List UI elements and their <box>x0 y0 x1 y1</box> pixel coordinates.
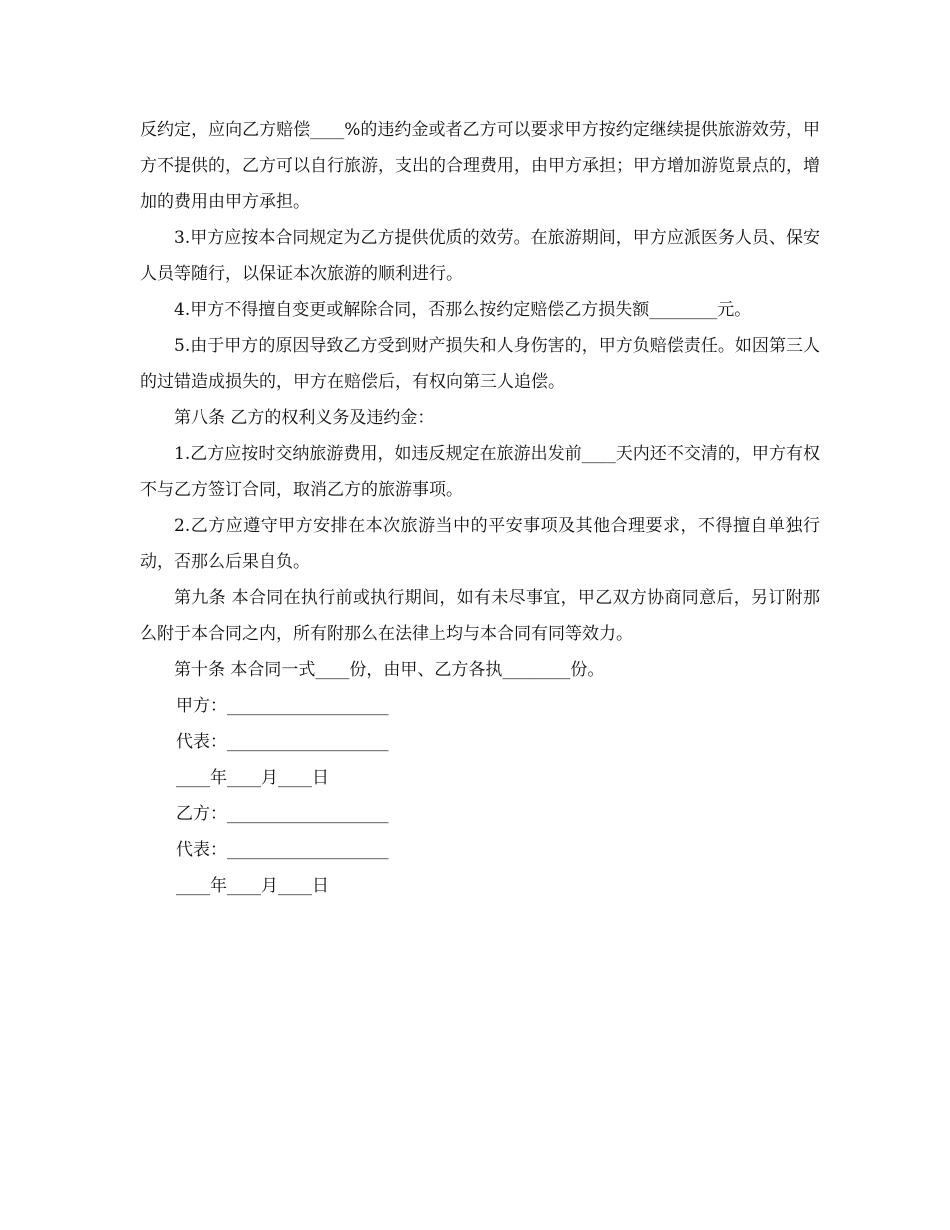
heading-article-8: 第八条 乙方的权利义务及违约金： <box>174 408 435 428</box>
paragraph-clause-7-4: 4.甲方不得擅自变更或解除合同，否那么按约定赔偿乙方损失额________元。 <box>174 300 752 320</box>
paragraph-clause-7-3: 3.甲方应按本合同规定为乙方提供优质的效劳。在旅游期间，甲方应派医务人员、保安人员等随行，以保证本次旅游的顺利进行。 <box>140 228 820 284</box>
document-body <box>140 112 820 904</box>
paragraph-clause-8-2: 2.乙方应遵守甲方安排在本次旅游当中的平安事项及其他合理要求，不得擅自单独行动，否那么后果自负。 <box>140 516 820 572</box>
signature-party-a-representative: 代表：___________________ <box>176 732 389 752</box>
signature-party-b-representative: 代表：___________________ <box>176 840 389 860</box>
signature-party-a-date: ____年____月____日 <box>176 768 329 788</box>
signature-party-b-date: ____年____月____日 <box>176 876 329 896</box>
paragraph-clause-8-1: 1.乙方应按时交纳旅游费用，如违反规定在旅游出发前____天内还不交清的，甲方有权不与乙方签订合同，取消乙方的旅游事项。 <box>140 444 820 500</box>
signature-party-a: 甲方：___________________ <box>176 696 389 716</box>
paragraph-article-10: 第十条 本合同一式____份，由甲、乙方各执________份。 <box>174 660 605 680</box>
paragraph-clause-7-5: 5.由于甲方的原因导致乙方受到财产损失和人身伤害的，甲方负赔偿责任。如因第三人的过错造成损失的，甲方在赔偿后，有权向第三人追偿。 <box>140 336 820 392</box>
signature-block <box>140 688 820 904</box>
signature-party-b: 乙方：___________________ <box>176 804 389 824</box>
paragraph-continuation: 反约定，应向乙方赔偿____%的违约金或者乙方可以要求甲方按约定继续提供旅游效劳，甲方不提供的，乙方可以自行旅游，支出的合理费用，由甲方承担；甲方增加游览景点的，增加的费用由甲方承担。 <box>140 120 820 212</box>
paragraph-article-9: 第九条 本合同在执行前或执行期间，如有未尽事宜，甲乙双方协商同意后，另订附那么附于本合同之内，所有附那么在法律上均与本合同有同等效力。 <box>140 588 820 644</box>
